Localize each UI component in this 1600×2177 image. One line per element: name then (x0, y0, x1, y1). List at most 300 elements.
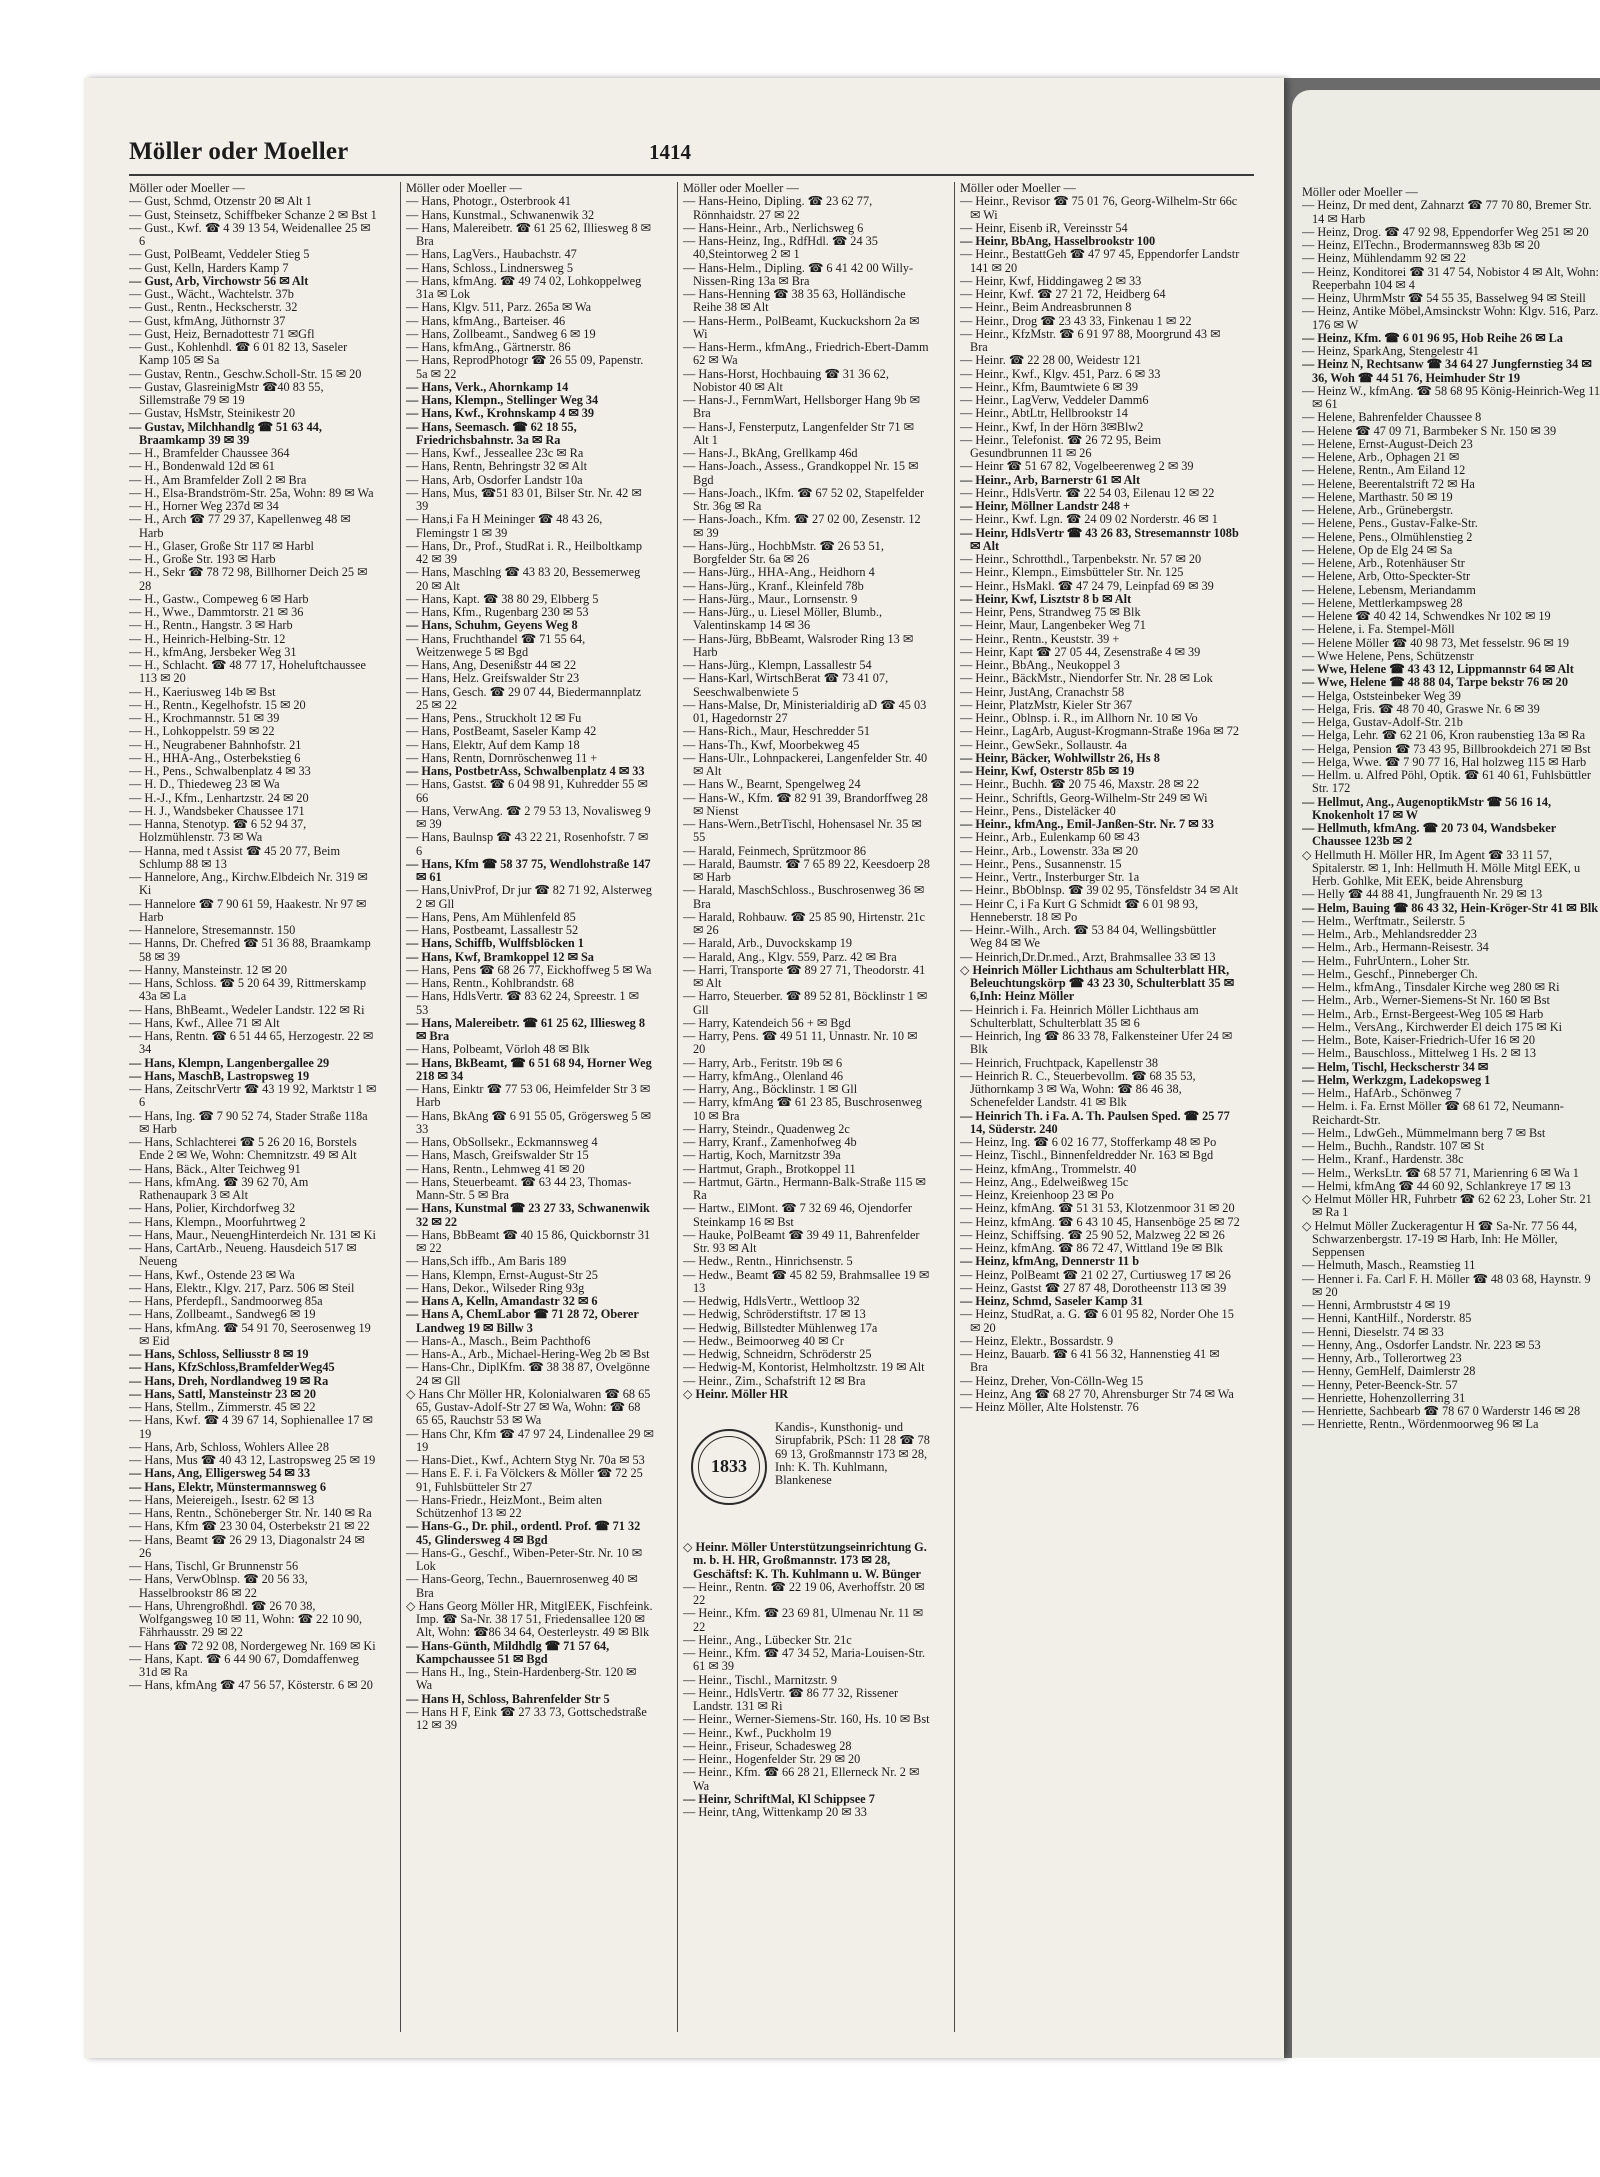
directory-entry: — Hans, Klempn, Langenbergallee 29 (129, 1055, 330, 1070)
directory-entry: — Hans, Mus, ☎51 83 01, Bilser Str. Nr. 42 ✉ 39 (406, 485, 642, 513)
directory-entry: — Hans, BhBeamt., Wedeler Landstr. 122 ✉ Ri (129, 1002, 365, 1017)
directory-entry: — Heinr, tAng, Wittenkamp 20 ✉ 33 (683, 1805, 867, 1819)
directory-entry: — Heinr., Arb., Lowenstr. 33a ✉ 20 (960, 843, 1138, 858)
directory-entry: — Gustav, GlasreinigMstr ☎40 83 55, Sillemstraße 79 ✉ 19 (129, 379, 324, 407)
directory-entry: — Hans, Elektr., Klgv. 217, Parz. 506 ✉ Steil (129, 1280, 355, 1295)
directory-entry: — Hans-Jürg., HochbMstr. ☎ 26 53 51, Borgfelder Str. 6a ✉ 26 (683, 538, 884, 566)
directory-entry: — Heinr., kfmAng., Emil-Janßen-Str. Nr. 7 ✉ 33 (960, 817, 1214, 831)
directory-entry: — Hans, Masch, Greifswalder Str 15 (406, 1148, 589, 1163)
directory-entry: — Heinz, Dr med dent, Zahnarzt ☎ 77 70 80, Bremer Str. 14 ✉ Harb (1302, 198, 1592, 226)
directory-entry: — Harry, kfmAng ☎ 61 23 85, Buschrosenweg 10 ✉ Bra (683, 1095, 922, 1123)
directory-column-2 (406, 182, 654, 2042)
directory-entry: — Hans, Maur., NeuengHinterdeich Nr. 131 ✉ Ki (129, 1227, 376, 1242)
directory-entry: ◇ Hellmuth H. Möller HR, Im Agent ☎ 33 11 57, Spitalerstr. ✉ 1, Inh: Hellmuth H. Mölle Mitgl EEK, u Herb. Gohlke, Mit EEK, beide Ahrensburg (1302, 847, 1581, 888)
directory-entry: — Hans-Heinz, Ing., RdfHdl. ☎ 24 35 40,Steintorweg 2 ✉ 1 (683, 234, 878, 262)
directory-entry: — Heinz N, Rechtsanw ☎ 34 64 27 Jungfernstieg 34 ✉ 36, Woh ☎ 44 51 76, Heimhuder Str 19 (1302, 357, 1592, 385)
directory-entry: — Hans, Helz. Greifswalder Str 23 (406, 671, 580, 686)
page-number: 1414 (649, 140, 691, 164)
directory-entry: — Heinz, PolBeamt ☎ 21 02 27, Curtiusweg 17 ✉ 26 (960, 1267, 1231, 1282)
directory-entry: — Hans-Chr., DiplKfm. ☎ 38 38 87, Ovelgönne 24 ✉ Gll (406, 1360, 650, 1388)
directory-entry: — Hans, Ing. ☎ 7 90 52 74, Stader Straße 118a ✉ Harb (129, 1108, 368, 1136)
directory-entry: — H., Am Bramfelder Zoll 2 ✉ Bra (129, 472, 307, 487)
directory-entry: — Heinr., HdlsVertr. ☎ 86 77 32, Rissener Landstr. 131 ✉ Ri (683, 1685, 899, 1713)
directory-entry: — Hans, KfzSchloss,BramfelderWeg45 (129, 1360, 335, 1375)
directory-entry: — Hellmuth, kfmAng. ☎ 20 73 04, Wandsbeker Chaussee 123b ✉ 2 (1302, 821, 1557, 849)
directory-entry: — Heinz, Antike Möbel,Amsinckstr Wohn: Klgv. 516, Parz. 176 ✉ W (1302, 304, 1599, 332)
directory-entry: — Hans, Rentn., Kohlbrandstr. 68 (406, 976, 575, 990)
directory-entry: — Hans-J., BkAng, Grellkamp 46d (683, 446, 858, 460)
directory-entry: — Hans-Joach., Assess., Grandkoppel Nr. 15 ✉ Bgd (683, 459, 919, 487)
directory-entry: — Helga, Oststeinbeker Weg 39 (1302, 688, 1461, 703)
directory-entry: — Helene, Bahrenfelder Chaussee 8 (1302, 410, 1482, 425)
directory-entry: — Heinr., BbOblnsp. ☎ 39 02 95, Tönsfeldstr 34 ✉ Alt (960, 883, 1239, 898)
directory-entry: — Helm. i. Fa. Ernst Möller ☎ 68 61 72, Neumann-Reichardt-Str. (1302, 1099, 1564, 1127)
directory-entry: — Hans, MaschB, Lastropsweg 19 (129, 1068, 310, 1083)
directory-entry: — Helene ☎ 47 09 71, Barmbeker S Nr. 150 ✉ 39 (1302, 423, 1557, 438)
directory-entry: — Helm., Bauschloss., Mittelweg 1 Hs. 2 ✉ 13 (1302, 1046, 1537, 1061)
directory-entry: — Hans, kfmAng. ☎ 49 74 02, Lohkoppelweg 31a ✉ Lok (406, 273, 642, 301)
directory-entry: — Helm., FuhrUntern., Loher Str. (1302, 953, 1470, 968)
directory-entry: — Henny, Peter-Beenck-Str. 57 (1302, 1377, 1458, 1392)
directory-entry: — Heinrich i. Fa. Heinrich Möller Lichthaus am Schulterblatt, Schulterblatt 35 ✉ 6 (960, 1002, 1199, 1030)
directory-entry: — Heinz, kfmAng, Dennerstr 11 b (960, 1254, 1140, 1269)
next-page-edge (1292, 90, 1600, 2058)
directory-entry: — Hans, Arb, Osdorfer Landstr 10a (406, 472, 583, 487)
directory-entry: — Heinr., AbtLtr, Hellbrookstr 14 (960, 406, 1128, 421)
directory-entry: — Heinr, JustAng, Cranachstr 58 (960, 684, 1125, 699)
directory-entry: — Hans, Pferdepfl., Sandmoorweg 85a (129, 1294, 323, 1308)
directory-entry: — Heinr., Kwf. Lgn. ☎ 24 09 02 Norderstr. 46 ✉ 1 (960, 512, 1218, 527)
directory-entry: — Heinr, BbAng, Hasselbrookstr 100 (960, 234, 1156, 248)
directory-entry: — Helga, Lehr. ☎ 62 21 06, Kron raubenstieg 13a ✉ Ra (1302, 728, 1586, 743)
directory-entry: — Hans, Schloss., Lindnersweg 5 (406, 260, 574, 275)
directory-entry: — Hedwig, Billstedter Mühlenweg 17a (683, 1320, 878, 1335)
directory-entry: — Hedwig, Schröderstiftstr. 17 ✉ 13 (683, 1307, 866, 1322)
directory-entry: — Hans, Ang, Desenißstr 44 ✉ 22 (406, 658, 577, 672)
directory-entry: — Hans-Jürg, BbBeamt, Walsroder Ring 13 ✉ Harb (683, 631, 914, 659)
directory-entry: — Hans, Polier, Kirchdorfweg 32 (129, 1201, 296, 1216)
directory-entry: — Heinz, UhrmMstr ☎ 54 55 35, Basselweg 94 ✉ Steill (1302, 291, 1586, 305)
directory-entry: — Heinz, Tischl., Binnenfeldredder Nr. 163 ✉ Bgd (960, 1148, 1214, 1163)
directory-entry: — Gust, Schmd, Otzenstr 20 ✉ Alt 1 (129, 194, 312, 209)
directory-entry: — Heinr., HdlsVertr. ☎ 22 54 03, Eilenau 12 ✉ 22 (960, 485, 1215, 500)
directory-entry: — Heinz, Gastst ☎ 27 87 48, Dorotheenstr 113 ✉ 39 (960, 1280, 1227, 1295)
directory-entry: — Harry, Steindr., Quadenweg 2c (683, 1121, 850, 1136)
directory-entry: — H., Neugrabener Bahnhofstr. 21 (129, 737, 302, 752)
directory-entry: — Hans-Wern.,BetrTischl, Hohensasel Nr. 35 ✉ 55 (683, 817, 922, 845)
directory-entry: — Hans, Seemasch. ☎ 62 18 55, Friedrichsbahnstr. 3a ✉ Ra (406, 419, 577, 447)
directory-entry: — Hans-Joach., lKfm. ☎ 67 52 02, Stapelfelder Str. 36g ✉ Ra (683, 485, 925, 513)
directory-entry: — Heinz, Elektr., Bossardstr. 9 (960, 1333, 1114, 1348)
directory-entry: — Helene, Pens., Gustav-Falke-Str. (1302, 516, 1478, 531)
directory-entry: — Helm., Arb., Ernst-Bergeest-Weg 105 ✉ Harb (1302, 1006, 1544, 1021)
directory-entry: — Hans, Stellm., Zimmerstr. 45 ✉ 22 (129, 1400, 316, 1414)
directory-entry: — Hans, Dreh, Nordlandweg 19 ✉ Ra (129, 1373, 329, 1388)
directory-page (84, 78, 1284, 2058)
directory-entry: — Helga, Fris. ☎ 48 70 40, Graswe Nr. 6 ✉ 39 (1302, 701, 1540, 716)
directory-entry: — Hans, Gastst. ☎ 6 04 98 91, Kuhredder 55 ✉ 66 (406, 777, 648, 805)
directory-entry: — Harry, Katendeich 56 + ✉ Bgd (683, 1015, 851, 1030)
directory-entry: — Hans-Jürg., Maur., Lornsenstr. 9 (683, 591, 858, 606)
directory-entry: — Harry, Ang., Böcklinstr. 1 ✉ Gll (683, 1082, 858, 1096)
directory-entry: — Heinr., HsMakl. ☎ 47 24 79, Leinpfad 69 ✉ 39 (960, 578, 1214, 593)
directory-entry: — Gust, PolBeamt, Veddeler Stieg 5 (129, 247, 310, 262)
directory-entry: — Hans-A., Arb., Michael-Hering-Weg 2b ✉ Bst (406, 1347, 650, 1361)
directory-entry: — Heinz, Mühlendamm 92 ✉ 22 (1302, 251, 1466, 266)
directory-entry: — H., Rentn., Kegelhofstr. 15 ✉ 20 (129, 697, 306, 712)
directory-entry: — H. D., Thiedeweg 23 ✉ Wa (129, 777, 280, 792)
directory-entry: — Hans H F, Eink ☎ 27 33 73, Gottschedstraße 12 ✉ 39 (406, 1704, 647, 1732)
directory-entry: — Heinr., Tischl., Marnitzstr. 9 (683, 1672, 838, 1687)
directory-entry: — H., Glaser, Große Str 117 ✉ Harbl (129, 538, 314, 553)
directory-entry: — Heinr., Oblnsp. i. R., im Allhorn Nr. 10 ✉ Vo (960, 711, 1198, 725)
directory-entry: — Helm., LdwGeh., Mümmelmann berg 7 ✉ Bst (1302, 1125, 1546, 1140)
directory-entry: — Harald, Ang., Klgv. 559, Parz. 42 ✉ Bra (683, 949, 897, 964)
directory-entry: — Helene, Pens., Olmühlenstieg 2 (1302, 529, 1473, 544)
directory-entry: — Heinr, HdlsVertr ☎ 43 26 83, Stresemannstr 108b ✉ Alt (960, 525, 1239, 553)
directory-entry: — Gustav, HsMstr, Steinikestr 20 (129, 406, 296, 421)
directory-entry: — Heinr, Kwf. ☎ 27 21 72, Heidberg 64 (960, 287, 1166, 301)
directory-entry: — Hans, VerwOblnsp. ☎ 20 56 33, Hasselbrookstr 86 ✉ 22 (129, 1572, 308, 1600)
directory-entry: — Heinz, Drog. ☎ 47 92 98, Eppendorfer Weg 251 ✉ 20 (1302, 224, 1589, 239)
directory-entry: — Hans, Klempn., Stellinger Weg 34 (406, 393, 599, 407)
directory-entry: — Hans, Dr., Prof., StudRat i. R., Heilboltkamp 42 ✉ 39 (406, 538, 643, 566)
directory-entry: — Hans ☎ 72 92 08, Nordergeweg Nr. 169 ✉ Ki (129, 1638, 376, 1653)
directory-entry: — Gustav, Rentn., Geschw.Scholl-Str. 15 ✉ 20 (129, 366, 362, 381)
directory-entry: — H., Wwe., Dammtorstr. 21 ✉ 36 (129, 605, 304, 619)
directory-entry: — Henni, Dieselstr. 74 ✉ 33 (1302, 1324, 1444, 1339)
directory-entry: — Henni, Armbruststr 4 ✉ 19 (1302, 1298, 1451, 1312)
directory-entry: — Heinr., GewSekr., Sollaustr. 4a (960, 737, 1128, 752)
directory-entry: — Heinr., Arb, Barnerstr 61 ✉ Alt (960, 472, 1141, 487)
directory-entry: — Heinr., Rentn. ☎ 22 19 06, Averhoffstr. 20 ✉ 22 (683, 1579, 925, 1607)
directory-entry: — Helene, Marthastr. 50 ✉ 19 (1302, 489, 1453, 504)
directory-entry: — Heinr., BbAng., Neukoppel 3 (960, 658, 1120, 672)
directory-entry: — Hedwig-M, Kontorist, Helmholtzstr. 19 ✉ Alt (683, 1360, 925, 1375)
column-head: Möller oder Moeller — (1302, 186, 1418, 199)
directory-entry: — Hans, Kwf., Allee 71 ✉ Alt (129, 1015, 280, 1030)
directory-entry: — Hartmut, Gärtn., Hermann-Balk-Straße 115 ✉ Ra (683, 1174, 926, 1202)
directory-entry: — Hans, Gesch. ☎ 29 07 44, Biedermannplatz 25 ✉ 22 (406, 684, 642, 712)
directory-entry: — H., HHA-Ang., Osterbekstieg 6 (129, 750, 301, 765)
directory-entry: — Hans-Herm., kfmAng., Friedrich-Ebert-Damm 62 ✉ Wa (683, 340, 929, 368)
directory-entry: — Hans-Horst, Hochbauing ☎ 31 36 62, Nobistor 40 ✉ Alt (683, 366, 889, 394)
directory-entry: — Hans, kfmAng. ☎ 39 62 70, Am Rathenaupark 3 ✉ Alt (129, 1174, 309, 1202)
directory-entry: — Gust, Steinsetz, Schiffbeker Schanze 2 ✉ Bst 1 (129, 207, 377, 222)
directory-entry: — Helene, Op de Elg 24 ✉ Sa (1302, 542, 1453, 557)
directory-entry: — Hans-Jürg., HHA-Ang., Heidhorn 4 (683, 565, 875, 580)
directory-entry: — Hans, Kfm., Rugenbarg 230 ✉ 53 (406, 605, 589, 619)
directory-entry: — Hauke, PolBeamt ☎ 39 49 11, Bahrenfelder Str. 93 ✉ Alt (683, 1227, 920, 1255)
directory-entry: — Harro, Steuerber. ☎ 89 52 81, Böcklinstr 1 ✉ Gll (683, 989, 928, 1017)
directory-entry: — Heinrich,Dr.Dr.med., Arzt, Brahmsallee 33 ✉ 13 (960, 949, 1216, 964)
column-head: Möller oder Moeller — (683, 182, 799, 195)
directory-column-5 (1302, 186, 1600, 2046)
directory-entry: — Heinr, Kwf, Lisztstr 8 b ✉ Alt (960, 591, 1132, 606)
directory-entry: — Hans, Dekor., Wilseder Ring 93g (406, 1280, 585, 1295)
directory-entry: — Heinr., Hogenfelder Str. 29 ✉ 20 (683, 1752, 861, 1766)
directory-entry: — Wwe, Helene ☎ 43 43 12, Lippmannstr 64 ✉ Alt (1302, 662, 1574, 676)
directory-entry: — Hans, Pens., Struckholt 12 ✉ Fu (406, 711, 582, 725)
directory-entry: — Henriette, Rentn., Wördenmoorweg 96 ✉ La (1302, 1417, 1539, 1432)
directory-entry: — Heinr, SchriftMal, Kl Schippsee 7 (683, 1791, 875, 1806)
directory-entry: — Helene ☎ 40 42 14, Schwendkes Nr 102 ✉ 19 (1302, 609, 1551, 623)
directory-entry: — Heinr.-Wilh., Arch. ☎ 53 84 04, Wellingsbüttler Weg 84 ✉ We (960, 923, 1217, 951)
directory-entry: — Helene, Arb., Ophagen 21 ✉ (1302, 450, 1460, 464)
directory-entry: — Hans, Uhrengroßhdl. ☎ 26 70 38, Wolfgangsweg 10 ✉ 11, Wohn: ☎ 22 10 90, Fährhausstr. 29 ✉ 22 (129, 1598, 363, 1640)
directory-entry: — Hans H, Schloss, Bahrenfelder Str 5 (406, 1691, 610, 1706)
directory-entry: — Helene, Mettlerkampsweg 28 (1302, 595, 1463, 610)
directory-entry: — Hanna, med t Assist ☎ 45 20 77, Beim Schlump 88 ✉ 13 (129, 843, 341, 871)
directory-entry: — Heinrich, Fruchtpack, Kapellenstr 38 (960, 1055, 1159, 1070)
directory-entry: — Henriette, Sachbearb ☎ 78 67 0 Warderstr 146 ✉ 28 (1302, 1404, 1581, 1418)
directory-entry: — Hans, Rentn., Lehmweg 41 ✉ 20 (406, 1161, 585, 1176)
directory-entry: — Heinr, Kwf, Hiddingaweg 2 ✉ 33 (960, 273, 1142, 288)
directory-entry: — H., kfmAng, Jersbeker Weg 31 (129, 644, 297, 659)
directory-entry: — Hedw., Beamt ☎ 45 82 59, Brahmsallee 19 ✉ 13 (683, 1267, 930, 1295)
directory-entry: — Hans-Malse, Dr, Ministerialdirig aD ☎ 45 03 01, Hagedornstr 27 (683, 697, 927, 725)
directory-entry: — Heinr., Kfm. ☎ 66 28 21, Ellerneck Nr. 2 ✉ Wa (683, 1765, 920, 1793)
directory-entry: — Hans-Karl, WirtschBerat ☎ 73 41 07, Seeschwalbenwiete 5 (683, 671, 889, 699)
directory-entry: — Helm., VersAng., Kirchwerder El deich 175 ✉ Ki (1302, 1019, 1563, 1034)
directory-entry: — Hans A, ChemLabor ☎ 71 28 72, Oberer Landweg 19 ✉ Billw 3 (406, 1307, 639, 1335)
running-head: Möller oder Moeller (129, 138, 349, 165)
directory-entry: — Helm., Geschf., Pinneberger Ch. (1302, 966, 1478, 981)
column-divider (400, 182, 401, 2032)
directory-entry: — Hans-Th., Kwf, Moorbekweg 45 (683, 737, 860, 752)
directory-entry: — Hans, Rentn. ☎ 6 51 44 65, Herzogestr. 22 ✉ 34 (129, 1029, 374, 1057)
directory-entry: — Heinr., Pens., Disteläcker 40 (960, 803, 1116, 818)
directory-entry: — H., Bramfelder Chaussee 364 (129, 446, 290, 460)
directory-entry: — Helene, Beerentalstrift 72 ✉ Ha (1302, 476, 1475, 491)
directory-entry: — Hans H., Ing., Stein-Hardenberg-Str. 120 ✉ Wa (406, 1665, 637, 1693)
column-head: Möller oder Moeller — (406, 182, 522, 195)
directory-column-1 (129, 182, 377, 2042)
directory-entry: — Hedw., Rentn., Hinrichsenstr. 5 (683, 1254, 853, 1269)
directory-entry: — Helene, Arb, Otto-Speckter-Str (1302, 569, 1471, 584)
directory-entry: — Hans,Sch iffb., Am Baris 189 (406, 1254, 567, 1269)
directory-entry: — Heinr, Kapt ☎ 27 05 44, Zesenstraße 4 ✉ 39 (960, 644, 1201, 659)
directory-entry: — H., Heinrich-Helbing-Str. 12 (129, 631, 286, 646)
directory-entry: — Harald, Feinmech, Sprützmoor 86 (683, 843, 867, 858)
directory-entry: — Hans, kfmAng ☎ 47 56 57, Kösterstr. 6 ✉ 20 (129, 1678, 373, 1693)
directory-entry: — Hans, Schuhm, Geyens Weg 8 (406, 618, 578, 633)
directory-entry: — Harri, Transporte ☎ 89 27 71, Theodorstr. 41 ✉ Alt (683, 962, 926, 990)
directory-entry: — Heinr., Beim Andreasbrunnen 8 (960, 300, 1132, 315)
directory-entry: — Hans, Rentn., Schöneberger Str. Nr. 140 ✉ Ra (129, 1506, 372, 1520)
directory-entry: — Hans, Zollbeamt., Sandweg6 ✉ 19 (129, 1307, 316, 1322)
directory-entry: — Hanny, Mansteinstr. 12 ✉ 20 (129, 962, 288, 977)
directory-entry: — Hanna, Stenotyp. ☎ 6 52 94 37, Holzmühlenstr. 73 ✉ Wa (129, 817, 307, 845)
directory-entry: — Hans-Heinr., Arb., Nerlichsweg 6 (683, 220, 864, 235)
directory-entry: — Hans, BbBeamt ☎ 40 15 86, Quickbornstr 31 ✉ 22 (406, 1227, 651, 1255)
directory-entry: — Hans-G., Dr. phil., ordentl. Prof. ☎ 71 32 45, Glindersweg 4 ✉ Bgd (406, 1519, 641, 1547)
directory-entry: — Helene, Arb., Grünebergstr. (1302, 503, 1454, 517)
directory-entry: ◇ Heinr. Möller Unterstützungseinrichtung G. m. b. H. HR, Großmannstr. 173 ✉ 28, Geschäftsf: K. Th. Kuhlmann u. W. Bünger (683, 1540, 927, 1581)
directory-entry: — Hans, Pens, Am Mühlenfeld 85 (406, 909, 576, 924)
directory-entry: — Wwe, Helene ☎ 48 88 04, Tarpe bekstr 76 ✉ 20 (1302, 675, 1568, 690)
seal-emblem (691, 1429, 767, 1505)
directory-entry: — Hans, BkAng ☎ 6 91 55 05, Grögersweg 5 ✉ 33 (406, 1108, 651, 1136)
directory-entry: — Heinr., Schrotthdl., Tarpenbekstr. Nr. 57 ✉ 20 (960, 552, 1202, 566)
directory-entry: — Hans, Bäck., Alter Teichweg 91 (129, 1161, 301, 1176)
directory-entry: — Hans-Henning ☎ 38 35 63, Holländische Reihe 38 ✉ Alt (683, 287, 906, 315)
directory-entry: — Helene, i. Fa. Stempel-Möll (1302, 622, 1455, 637)
directory-entry: — Hans, Photogr., Osterbrook 41 (406, 194, 571, 209)
directory-entry: — Harald, MaschSchloss., Buschrosenweg 36 ✉ Bra (683, 883, 925, 911)
directory-entry: — Hans, Malereibetr. ☎ 61 25 62, Illiesweg 8 ✉ Bra (406, 1015, 646, 1043)
directory-entry: — Helm, Tischl, Heckscherstr 34 ✉ (1302, 1059, 1489, 1074)
directory-entry: — Hans, Arb, Schloss, Wohlers Allee 28 (129, 1439, 329, 1454)
directory-entry: ◇ Hans Georg Möller HR, MitglEEK, Fischfeink. Imp. ☎ Sa-Nr. 38 17 51, Friedensallee 120 ✉ Alt, Wohn: ☎86 34 64, Oesterleystr. 49 ✉ Blk (406, 1598, 653, 1640)
directory-entry: — Hans, Verk., Ahornkamp 14 (406, 379, 569, 394)
directory-entry: — H. J., Wandsbeker Chaussee 171 (129, 803, 305, 818)
directory-entry: — Hans E. F. i. Fa Völckers & Möller ☎ 72 25 91, Fuhlsbütteler Str 27 (406, 1466, 643, 1494)
directory-entry: — Heinz, SparkAng, Stengelestr 41 (1302, 344, 1479, 358)
directory-entry: — Hans, Meiereigeh., Isestr. 62 ✉ 13 (129, 1492, 315, 1507)
directory-entry: — Henny, Ang., Osdorfer Landstr. Nr. 223 ✉ 53 (1302, 1337, 1541, 1352)
directory-entry: — Heinr ☎ 51 67 82, Vogelbeerenweg 2 ✉ 39 (960, 459, 1194, 474)
directory-entry: — Hans-Günth, Mildhdlg ☎ 71 57 64, Kampchaussee 51 ✉ Bgd (406, 1638, 610, 1666)
directory-entry: — Hans-Ulr., Lohnpackerei, Langenfelder Str. 40 ✉ Alt (683, 750, 928, 778)
directory-entry: — Hans, Kunstmal ☎ 23 27 33, Schwanenwik 32 ✉ 22 (406, 1201, 650, 1229)
directory-entry: — Heinr., Vertr., Insterburger Str. 1a (960, 870, 1140, 884)
directory-entry: — Heinr., Revisor ☎ 75 01 76, Georg-Wilhelm-Str 66c ✉ Wi (960, 194, 1238, 222)
directory-entry: — Hans, Schloss, Selliusstr 8 ✉ 19 (129, 1347, 309, 1361)
directory-entry: — Heinr, Kwf, Osterstr 85b ✉ 19 (960, 764, 1135, 778)
directory-entry: — Hans, ObSollsekr., Eckmannsweg 4 (406, 1135, 598, 1149)
directory-entry: — Hans, Beamt ☎ 26 29 13, Diagonalstr 24 ✉ 26 (129, 1532, 365, 1560)
directory-entry: — Heinz, Konditorei ☎ 31 47 54, Nobistor 4 ✉ Alt, Wohn: Reeperbahn 104 ✉ 4 (1302, 264, 1599, 292)
directory-entry: — Heinr, Maur, Langenbeker Weg 71 (960, 618, 1146, 633)
directory-entry: — Heinz, Schmd, Saseler Kamp 31 (960, 1294, 1144, 1308)
directory-entry: — Heinr., Rentn., Keuststr. 39 + (960, 631, 1120, 646)
directory-entry: — Hans, Ang, Elligersweg 54 ✉ 33 (129, 1466, 311, 1481)
directory-entry: — Heinrich, Ing ☎ 86 33 78, Falkensteiner Ufer 24 ✉ Blk (960, 1029, 1233, 1057)
directory-entry: — Heinr., Klempn., Eimsbütteler Str. Nr. 125 (960, 565, 1184, 580)
directory-entry: — Hedwig, Schneidrn, Schröderstr 25 (683, 1347, 872, 1361)
directory-entry: — Hans, Kapt. ☎ 38 80 29, Elbberg 5 (406, 591, 599, 606)
directory-column-4 (960, 182, 1240, 2042)
directory-entry: ◇ Helmut Möller Zuckeragentur H ☎ Sa-Nr. 77 56 44, Schwarzenbergstr. 17-19 ✉ Harb, Inh: He Möller, Seppensen (1302, 1218, 1578, 1259)
directory-entry: — Heinr., Friseur, Schadesweg 28 (683, 1738, 852, 1753)
directory-entry: — Hans, VerwAng. ☎ 2 79 53 13, Novalisweg 9 ✉ 39 (406, 803, 651, 831)
directory-entry: — Hans, Elektr, Münstermannsweg 6 (129, 1479, 326, 1494)
directory-entry: ◇ Heinrich Möller Lichthaus am Schulterblatt HR, Beleuchtungskörp ☎ 43 23 30, Schulterblatt 35 ✉6,Inh: Heinz Möller (960, 962, 1235, 1004)
directory-entry: — Heinz W., kfmAng. ☎ 58 68 95 König-Heinrich-Weg 11 ✉ 61 (1302, 383, 1600, 411)
directory-entry: — Helm, Werkzgm, Ladekopsweg 1 (1302, 1072, 1491, 1087)
directory-entry: — Hellm. u. Alfred Pöhl, Optik. ☎ 61 40 61, Fuhlsbüttler Str. 172 (1302, 768, 1591, 796)
directory-entry: — Hans, Polbeamt, Vörloh 48 ✉ Blk (406, 1042, 590, 1057)
directory-entry: — Henner i. Fa. Carl F. H. Möller ☎ 48 03 68, Haynstr. 9 ✉ 20 (1302, 1271, 1591, 1299)
directory-entry: — Gust, kfmAng, Jüthornstr 37 (129, 313, 286, 328)
directory-entry: — Helly ☎ 44 88 41, Jungfrauenth Nr. 29 ✉ 13 (1302, 887, 1543, 902)
directory-entry: — Gustav, Milchhandlg ☎ 51 63 44, Braamkamp 39 ✉ 39 (129, 419, 322, 447)
directory-entry: — Heinr, Pens, Strandweg 75 ✉ Blk (960, 605, 1141, 619)
column-divider (677, 182, 678, 2032)
directory-entry: — H., Große Str. 193 ✉ Harb (129, 552, 276, 566)
directory-entry: — H., Lohkoppelstr. 59 ✉ 22 (129, 724, 275, 739)
directory-entry: — Heinr., LagArb, August-Krogmann-Straße 196a ✉ 72 (960, 724, 1240, 739)
directory-entry: — Hans-Diet., Kwf., Achtern Styg Nr. 70a ✉ 53 (406, 1453, 645, 1467)
directory-entry: — Hedw., Beimoorweg 40 ✉ Cr (683, 1333, 844, 1348)
directory-entry: — Heinz, Ang., Edelweißweg 15c (960, 1174, 1129, 1189)
directory-entry: — Hans, Kwf., Krohnskamp 4 ✉ 39 (406, 406, 595, 421)
advertisement-block (683, 1405, 931, 1537)
directory-entry: ◇ Hans Chr Möller HR, Kolonialwaren ☎ 68 65 65, Gustav-Adolf-Str 27 ✉ Wa, Wohn: ☎ 68 65 65, Rauchstr 53 ✉ Wa (406, 1386, 651, 1428)
directory-entry: — Hannelore, Stresemannstr. 150 (129, 923, 296, 937)
directory-entry: — Helene Möller ☎ 40 98 73, Met fesselstr. 96 ✉ 19 (1302, 635, 1570, 650)
directory-entry: — Heinr., LagVerw, Veddeler Damm6 (960, 393, 1149, 407)
directory-entry: — Wwe Helene, Pens, Schützenstr (1302, 648, 1474, 663)
directory-entry: — H., Kaeriusweg 14b ✉ Bst (129, 684, 276, 699)
directory-entry: — Henny, GemHelf, Daimlerstr 28 (1302, 1364, 1476, 1379)
directory-entry: — Hans-Jürg., Kranf., Kleinfeld 78b (683, 578, 864, 593)
directory-entry: — Heinr., Buchh. ☎ 20 75 46, Maxstr. 28 ✉ 22 (960, 777, 1200, 792)
directory-entry: — Heinr., Schriftls, Georg-Wilhelm-Str 249 ✉ Wi (960, 790, 1208, 805)
directory-entry: — Hans-Heino, Dipling. ☎ 23 62 77, Rönnhaidstr. 27 ✉ 22 (683, 194, 873, 222)
directory-entry: — Helm., WerksLtr. ☎ 68 57 71, Marienring 6 ✉ Wa 1 (1302, 1165, 1579, 1180)
column-divider (954, 182, 955, 2032)
directory-entry: — Hans, Schloss. ☎ 5 20 64 39, Rittmerskamp 43a ✉ La (129, 976, 366, 1004)
advertisement-text: Kandis-, Kunsthonig- und Sirupfabrik, PSch: 11 28 ☎ 78 69 13, Großmannstr 173 ✉ 28, Inh: K. Th. Kuhlmann, Blankenese (775, 1420, 930, 1487)
directory-entry: — Harry, Arb., Feritstr. 19b ✉ 6 (683, 1055, 843, 1070)
directory-entry: — Hans, Rentn, Behringstr 32 ✉ Alt (406, 459, 588, 474)
directory-entry: — Harry, Pens. ☎ 49 51 11, Unnastr. Nr. 10 ✉ 20 (683, 1029, 918, 1057)
directory-entry: — Helm., HafArb., Schönweg 7 (1302, 1086, 1462, 1100)
directory-entry: — H., Sekr ☎ 78 72 98, Billhorner Deich 25 ✉ 28 (129, 565, 368, 593)
directory-entry: — Heinr., BestattGeh ☎ 47 97 45, Eppendorfer Landstr 141 ✉ 20 (960, 247, 1240, 275)
directory-entry: — Hans, PostBeamt, Saseler Kamp 42 (406, 724, 597, 739)
directory-entry: — H., Rentn., Hangstr. 3 ✉ Harb (129, 618, 293, 633)
directory-entry: — Hans-Herm., PolBeamt, Kuckuckshorn 2a ✉ Wi (683, 313, 920, 341)
directory-entry: — Hans, ReprodPhotogr ☎ 26 55 09, Papenstr. 5a ✉ 22 (406, 353, 644, 381)
directory-entry: — Hans-J., FernmWart, Hellsborger Hang 9b ✉ Bra (683, 393, 920, 421)
directory-entry: — Hannelore ☎ 7 90 61 59, Haakestr. Nr 97 ✉ Harb (129, 896, 367, 924)
directory-entry: — Hans, Tischl, Gr Brunnenstr 56 (129, 1559, 299, 1573)
directory-entry: — Heinr., Arb., Eulenkamp 60 ✉ 43 (960, 830, 1140, 845)
directory-entry: — Helga, Wwe. ☎ 7 90 77 16, Hal holzweg 115 ✉ Harb (1302, 754, 1587, 769)
column-head: Möller oder Moeller — (129, 182, 245, 195)
directory-entry: — Hans, Kfm ☎ 58 37 75, Wendlohstraße 147 ✉ 61 (406, 856, 651, 884)
directory-entry: — Hans, Klgv. 511, Parz. 265a ✉ Wa (406, 300, 592, 315)
directory-entry: — Hans, kfmAng., Barteiser. 46 (406, 313, 566, 328)
directory-entry: — Gust., Kohlenhdl. ☎ 6 01 82 13, Saseler Kamp 105 ✉ Sa (129, 340, 348, 368)
directory-entry: — Hans, Kunstmal., Schwanenwik 32 (406, 207, 595, 222)
directory-entry: — Helga, Gustav-Adolf-Str. 21b (1302, 715, 1463, 729)
directory-entry: — Hans-Georg, Techn., Bauernrosenweg 40 ✉ Bra (406, 1572, 638, 1600)
directory-entry: — Hans, Zollbeamt., Sandweg 6 ✉ 19 (406, 326, 596, 341)
directory-entry: — Hedwig, HdlsVertr., Wettloop 32 (683, 1294, 860, 1308)
directory-entry: ◇ Helmut Möller HR, Fuhrbetr ☎ 62 62 23, Loher Str. 21 ✉ Ra 1 (1302, 1192, 1592, 1220)
directory-entry: — H., Krochmannstr. 51 ✉ 39 (129, 711, 280, 725)
directory-entry: — Hartig, Koch, Marnitzstr 39a (683, 1148, 841, 1163)
directory-entry: — Helm., Kranf., Hardenstr. 38c (1302, 1152, 1464, 1167)
directory-entry: — Hans, Postbeamt, Lassallestr 52 (406, 923, 579, 937)
directory-entry: — Hans-Jürg., Klempn, Lassallestr 54 (683, 658, 872, 672)
directory-entry: — H., Bondenwald 12d ✉ 61 (129, 459, 275, 474)
directory-entry: — Heinz, ElTechn., Brodermannsweg 83b ✉ 20 (1302, 238, 1540, 252)
directory-entry: — Gust., Rentn., Heckscherstr. 32 (129, 300, 298, 315)
directory-entry: — H., Arch ☎ 77 29 37, Kapellenweg 48 ✉ Harb (129, 512, 351, 540)
directory-entry: — Hans-G., Geschf., Wiben-Peter-Str. Nr. 10 ✉ Lok (406, 1545, 643, 1573)
directory-entry: — Hans, Steuerbeamt. ☎ 63 44 23, Thomas-Mann-Str. 5 ✉ Bra (406, 1174, 632, 1202)
directory-entry: — Hans, Kwf., Ostende 23 ✉ Wa (129, 1267, 295, 1282)
directory-entry: — H., Horner Weg 237d ✉ 34 (129, 499, 279, 513)
directory-entry: — Hans, Klempn., Moorfuhrtweg 2 (129, 1214, 306, 1229)
directory-entry: — Harald, Arb., Duvockskamp 19 (683, 936, 853, 951)
directory-entry: — Heinr, Bäcker, Wohlwillstr 26, Hs 8 (960, 750, 1160, 765)
